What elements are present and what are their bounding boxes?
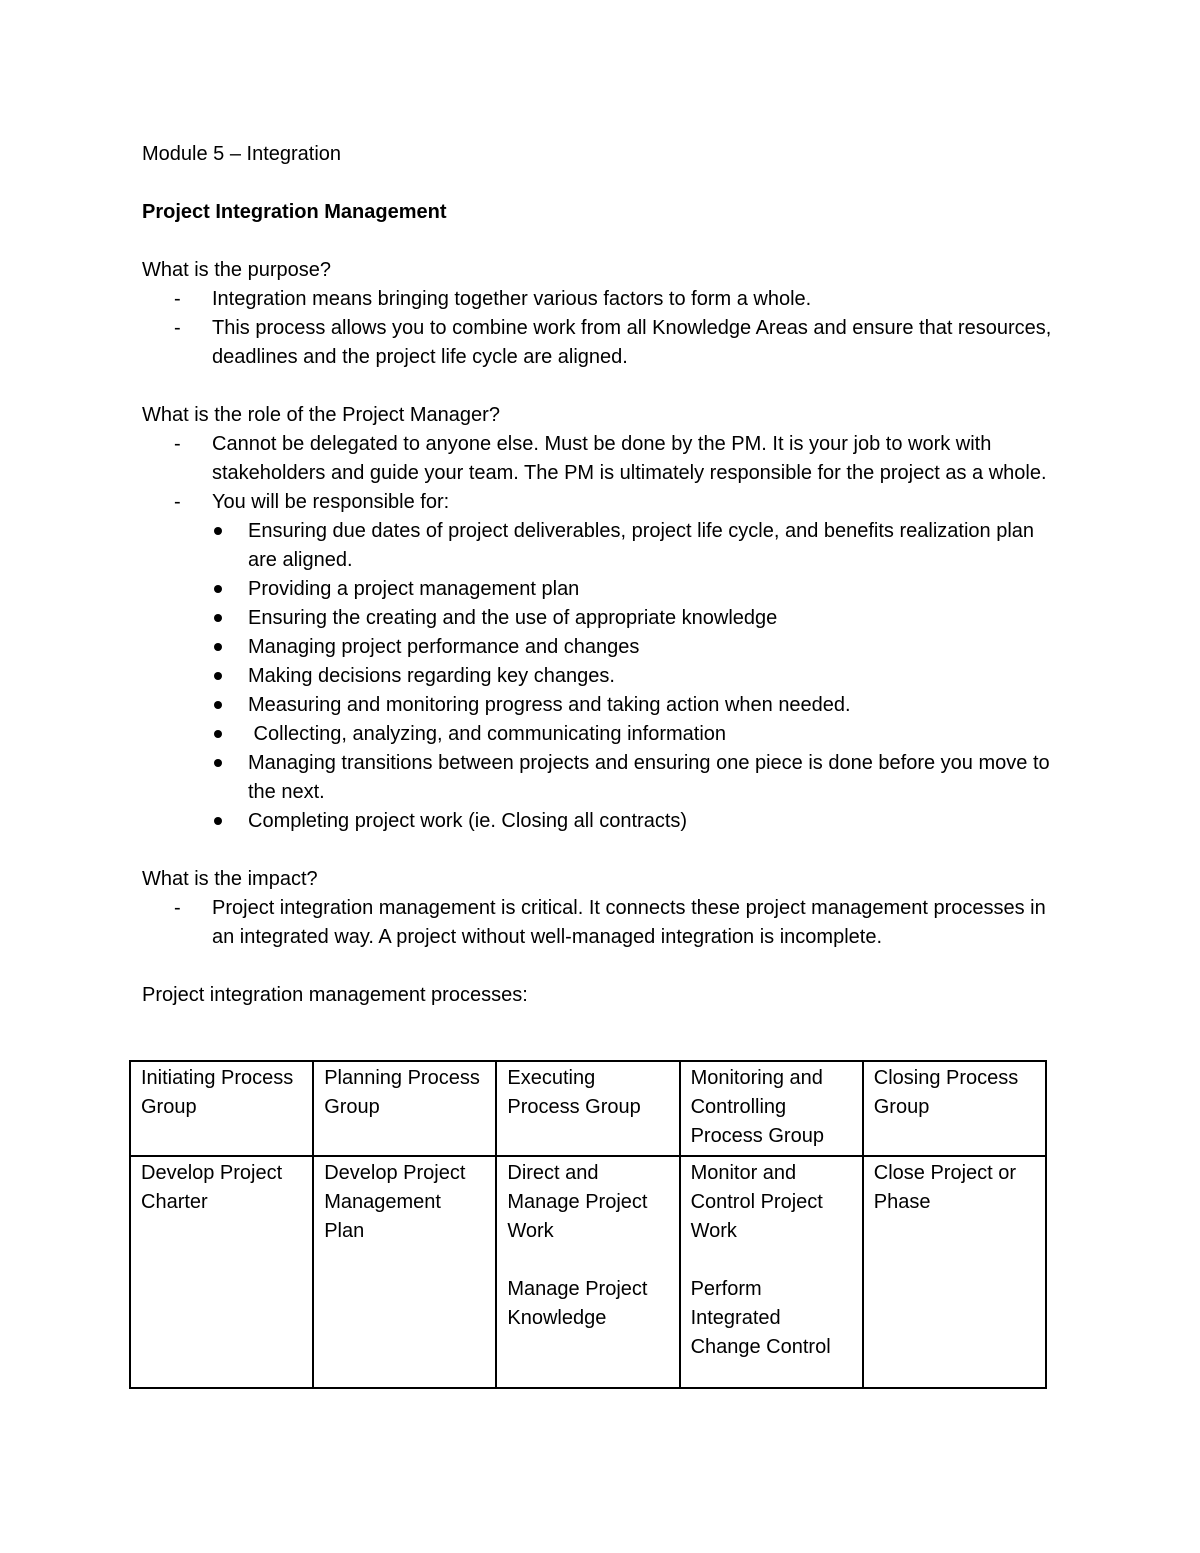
cell-text: Close Project or Phase [873, 1162, 1017, 1213]
question-purpose: What is the purpose? [142, 259, 331, 281]
table-cell [863, 1156, 1046, 1388]
bullet-item-text: Making decisions regarding key changes. [248, 665, 615, 687]
responsibilities-list [142, 517, 1062, 836]
bullet-item [142, 749, 1062, 807]
dash-marker: - [174, 491, 181, 513]
impact-list [142, 894, 1062, 952]
bullet-item-text: Measuring and monitoring progress and taking action when needed. [248, 694, 851, 716]
dash-marker: - [174, 288, 181, 310]
table-row [130, 1156, 1046, 1388]
list-item [142, 314, 1062, 372]
header-text: Monitoring and Controlling Process Group [690, 1067, 824, 1147]
bullet-item-text: Managing transitions between projects and ensuring one piece is done before you move to the next. [248, 752, 1050, 803]
cell-spacer [691, 1246, 852, 1275]
cell-text: Direct and Manage Project Work [507, 1162, 648, 1242]
cell-text: Perform Integrated Change Control [690, 1278, 831, 1358]
bullet-dot-icon [214, 672, 222, 680]
bullet-item [142, 691, 1062, 720]
bullet-dot-icon [214, 759, 222, 767]
bullet-item-text: Collecting, analyzing, and communicating information [248, 723, 727, 745]
table-header-cell [130, 1061, 313, 1156]
bullet-item-text: Ensuring the creating and the use of appropriate knowledge [248, 607, 778, 629]
header-text: Planning Process Group [324, 1067, 480, 1118]
cell-text: Develop Project Management Plan [324, 1162, 466, 1242]
list-item-text: Project integration management is critical. It connects these project management processes in an integrated way. A project without well-managed integration is incomplete. [212, 897, 1046, 948]
list-item [142, 488, 1062, 517]
dash-marker: - [174, 433, 181, 455]
header-text: Initiating Process Group [141, 1067, 294, 1118]
table-header-cell [680, 1061, 863, 1156]
cell-text: Develop Project Charter [141, 1162, 283, 1213]
table-header-cell [496, 1061, 679, 1156]
list-item-text: Cannot be delegated to anyone else. Must be done by the PM. It is your job to work with stakeholders and guide your team. The PM is ultimately responsible for the project as a whole. [212, 433, 1047, 484]
bullet-item [142, 575, 1062, 604]
table-cell [313, 1156, 496, 1388]
header-text: Closing Process Group [873, 1067, 1019, 1118]
cell-text: Manage Project Knowledge [507, 1278, 648, 1329]
bullet-item [142, 807, 1062, 836]
table-caption: Project integration management processes: [142, 984, 528, 1006]
bullet-item [142, 720, 1062, 749]
list-item [142, 285, 1062, 314]
bullet-item [142, 517, 1062, 575]
question-role: What is the role of the Project Manager? [142, 404, 500, 426]
table-cell [680, 1156, 863, 1388]
process-groups-table [129, 1060, 1047, 1389]
list-item-text: You will be responsible for: [212, 491, 450, 513]
role-list [142, 430, 1062, 517]
bullet-dot-icon [214, 643, 222, 651]
bullet-item [142, 662, 1062, 691]
purpose-list [142, 285, 1062, 372]
table-header-row [130, 1061, 1046, 1156]
cell-spacer [507, 1246, 668, 1275]
header-text: Executing Process Group [507, 1067, 641, 1118]
table-header-cell [313, 1061, 496, 1156]
bullet-item-text: Completing project work (ie. Closing all contracts) [248, 810, 688, 832]
bullet-item-text: Managing project performance and changes [248, 636, 640, 658]
bullet-item [142, 633, 1062, 662]
cell-text: Monitor and Control Project Work [690, 1162, 823, 1242]
bullet-dot-icon [214, 701, 222, 709]
bullet-dot-icon [214, 527, 222, 535]
bullet-dot-icon [214, 817, 222, 825]
bullet-item-text: Ensuring due dates of project deliverables, project life cycle, and benefits realization plan are aligned. [248, 520, 1035, 571]
document-title: Module 5 – Integration [142, 143, 342, 165]
section-heading: Project Integration Management [142, 201, 447, 223]
list-item [142, 430, 1062, 488]
list-item [142, 894, 1062, 952]
dash-marker: - [174, 317, 181, 339]
bullet-dot-icon [214, 730, 222, 738]
list-item-text: Integration means bringing together various factors to form a whole. [212, 288, 812, 310]
document-page [142, 140, 1062, 1010]
bullet-item [142, 604, 1062, 633]
table-header-cell [863, 1061, 1046, 1156]
question-impact: What is the impact? [142, 868, 318, 890]
bullet-dot-icon [214, 614, 222, 622]
bullet-item-text: Providing a project management plan [248, 578, 580, 600]
table-cell [130, 1156, 313, 1388]
list-item-text: This process allows you to combine work from all Knowledge Areas and ensure that resources, deadlines and the project life cycle are aligned. [212, 317, 1052, 368]
dash-marker: - [174, 897, 181, 919]
table-cell [496, 1156, 679, 1388]
bullet-dot-icon [214, 585, 222, 593]
